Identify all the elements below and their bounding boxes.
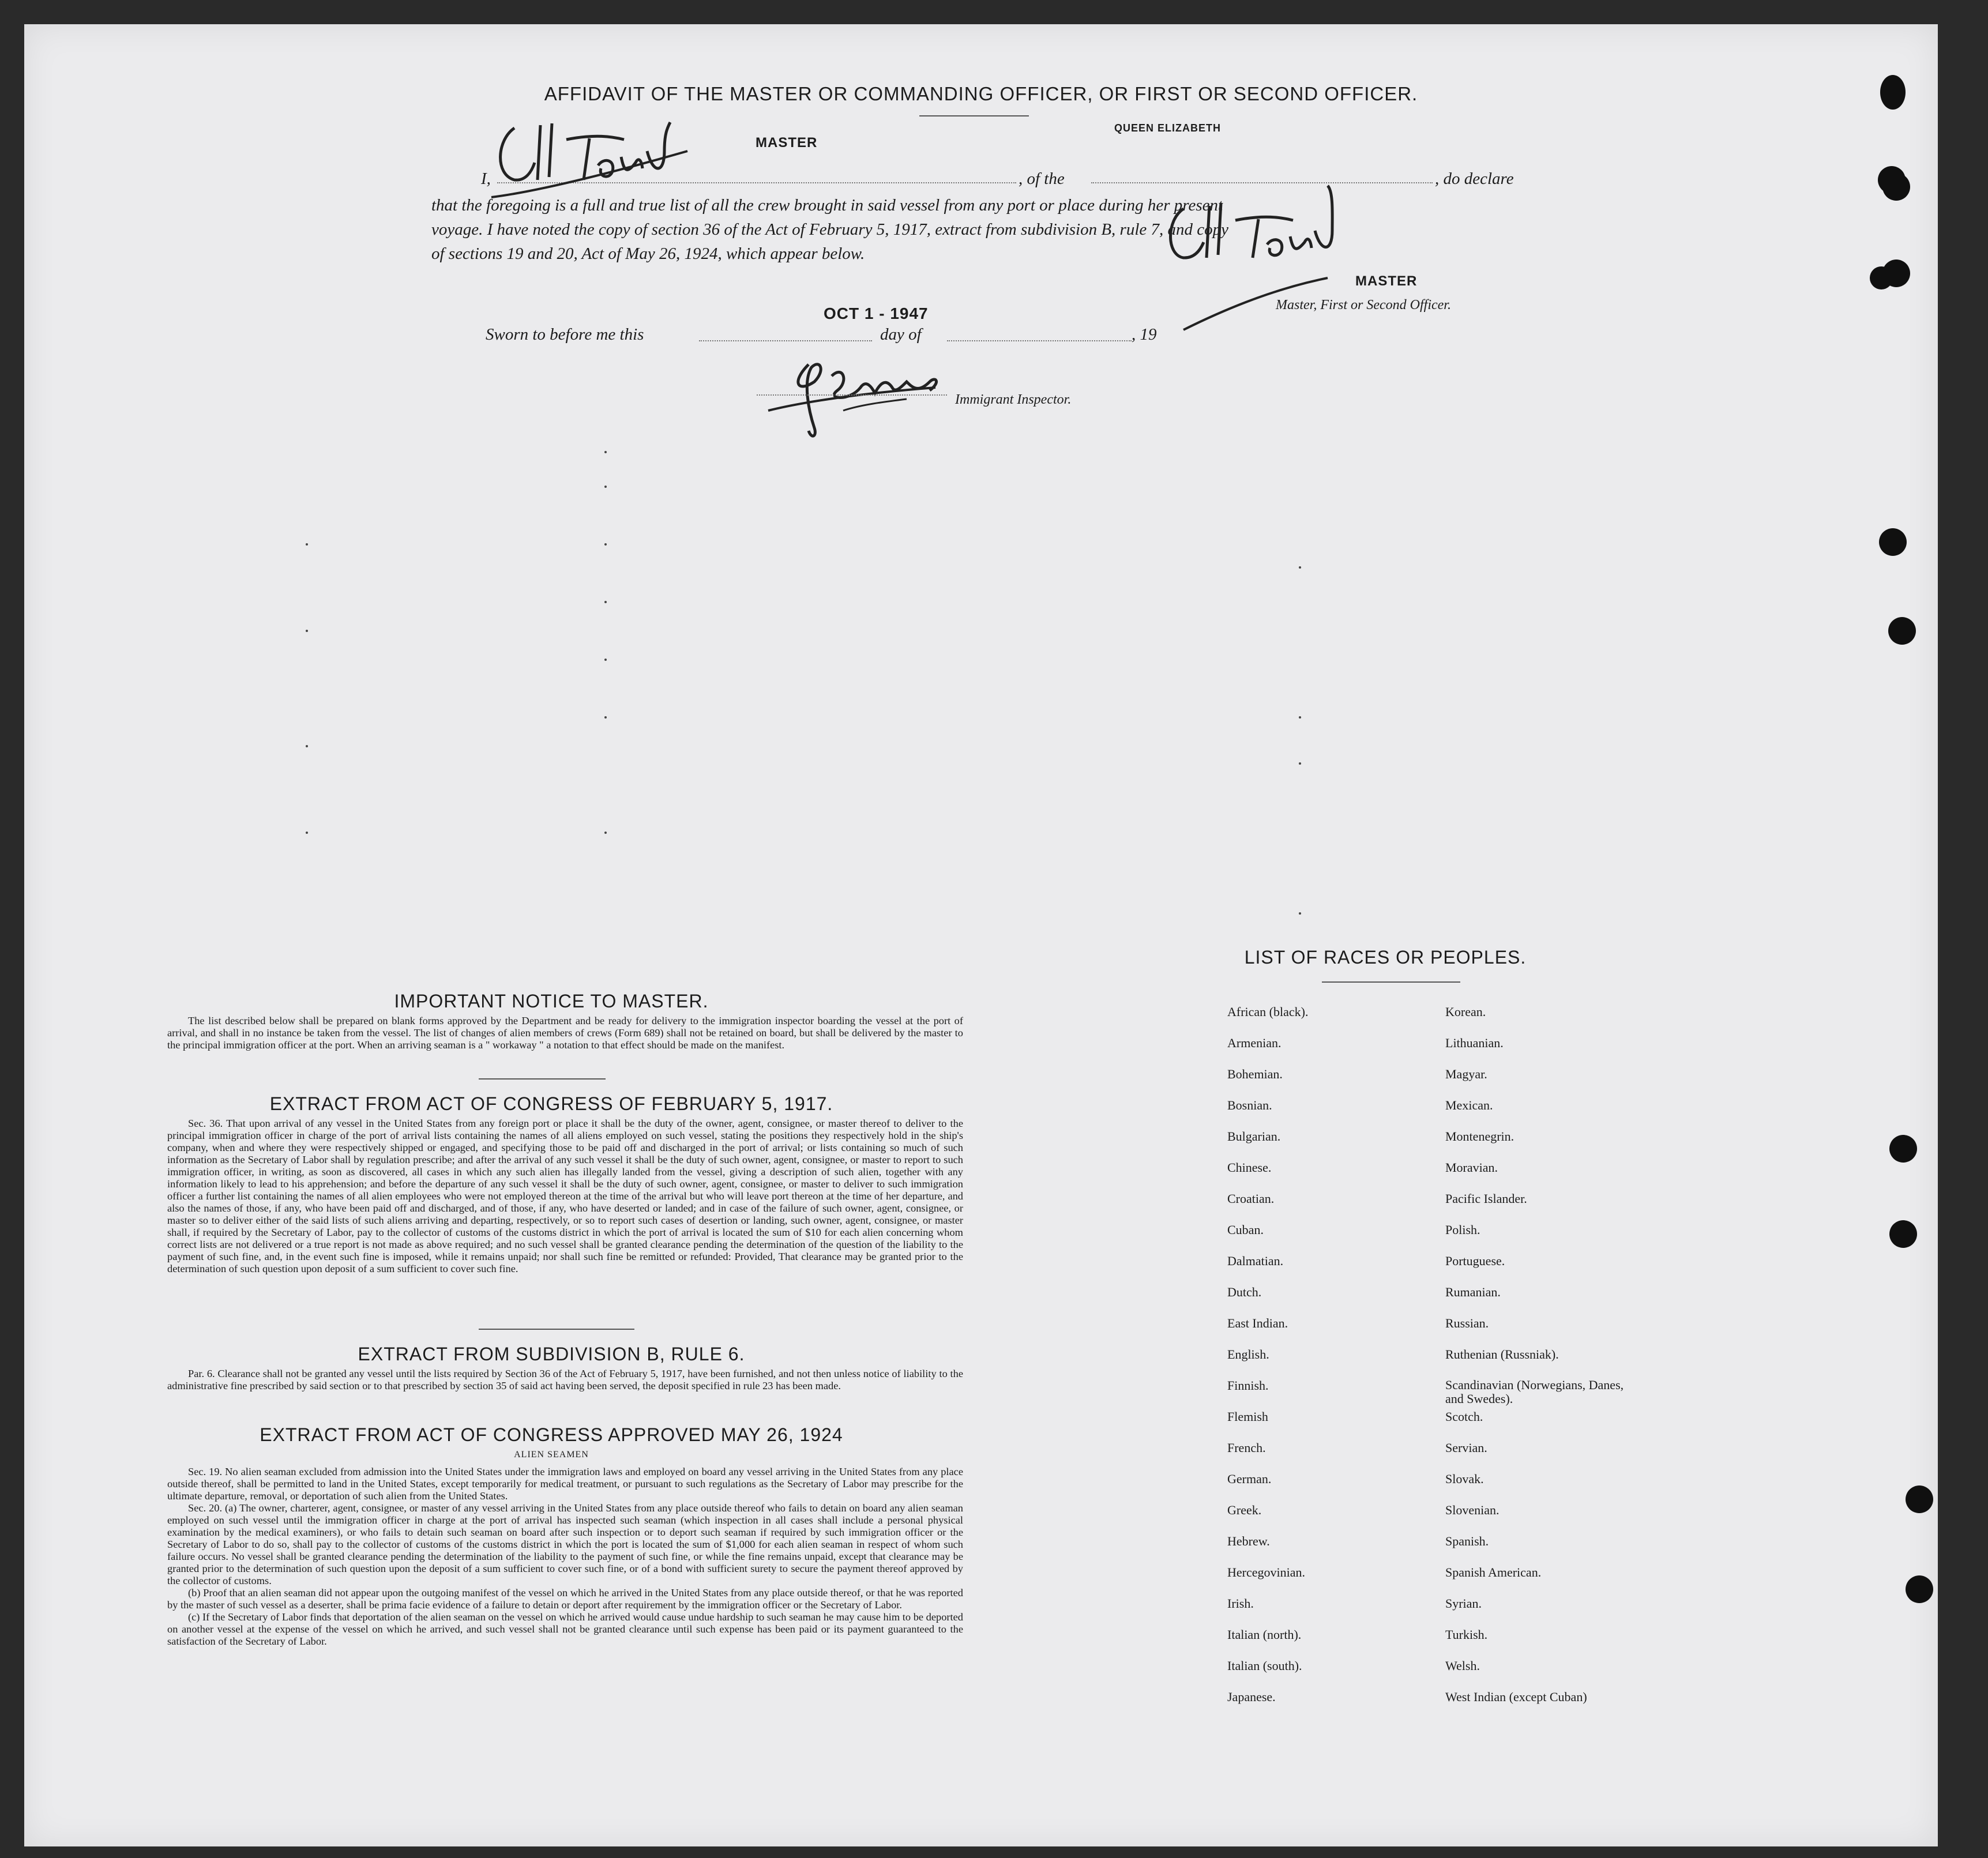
punch-hole — [1906, 1575, 1933, 1603]
speck — [1299, 912, 1301, 915]
officer-caption: Master, First or Second Officer. — [1276, 298, 1451, 313]
race-item: Italian (south). — [1227, 1658, 1302, 1673]
race-item: Bulgarian. — [1227, 1129, 1281, 1144]
race-item: Lithuanian. — [1445, 1036, 1504, 1050]
of-the-text: , of the — [1019, 170, 1065, 188]
race-item: Hercegovinian. — [1227, 1565, 1305, 1579]
notice-body — [167, 1015, 963, 1051]
race-item: Rumanian. — [1445, 1285, 1501, 1299]
race-item: Servian. — [1445, 1440, 1487, 1455]
race-item: Flemish — [1227, 1409, 1268, 1424]
race-item: Moravian. — [1445, 1160, 1498, 1175]
race-item: Dalmatian. — [1227, 1254, 1284, 1268]
date-blank — [699, 340, 872, 341]
race-item: Pacific Islander. — [1445, 1191, 1527, 1206]
race-item: Scandinavian (Norwegians, Danes, and Swedes). — [1445, 1378, 1624, 1406]
race-item: Armenian. — [1227, 1036, 1282, 1050]
race-item: Finnish. — [1227, 1378, 1269, 1393]
speck — [604, 659, 607, 661]
punch-hole — [1906, 1485, 1933, 1513]
race-item: Greek. — [1227, 1503, 1262, 1517]
document-page — [24, 24, 1938, 1846]
punch-hole — [1889, 1220, 1917, 1248]
race-item: Bohemian. — [1227, 1067, 1283, 1081]
race-item: Slovak. — [1445, 1472, 1484, 1486]
race-item: Dutch. — [1227, 1285, 1262, 1299]
divider — [479, 1078, 606, 1080]
race-item: Hebrew. — [1227, 1534, 1270, 1548]
speck — [306, 745, 308, 747]
speck — [604, 486, 607, 488]
race-item: Mexican. — [1445, 1098, 1493, 1112]
race-item: Bosnian. — [1227, 1098, 1272, 1112]
race-item: Welsh. — [1445, 1658, 1480, 1673]
speck — [604, 543, 607, 546]
speck — [306, 832, 308, 834]
races-right-column — [1445, 1005, 1688, 1720]
master-signature-1 — [491, 116, 699, 200]
race-item: West Indian (except Cuban) — [1445, 1690, 1587, 1704]
race-item: English. — [1227, 1347, 1269, 1361]
speck — [604, 601, 607, 603]
speck — [1299, 716, 1301, 719]
race-item: Croatian. — [1227, 1191, 1275, 1206]
race-item: Irish. — [1227, 1596, 1254, 1611]
day-of-text: day of — [880, 325, 922, 344]
race-item: German. — [1227, 1472, 1272, 1486]
punch-hole — [1870, 266, 1893, 289]
year-prefix: , 19 — [1132, 325, 1157, 344]
divider — [1322, 981, 1460, 983]
sec-36-paragraph: Sec. 36. That upon arrival of any vessel in the United States from any foreign port or place it shall be the duty of the owner, agent, consignee, or master thereof to deliver to the principal immigration officer in charge of the port of arrival lists containing the names of all aliens employed on such vessel, stating the positions they respectively hold in the ship's company, when and where they were respectively shipped or engaged, and specifying those to be paid off and discharged in the port of arrival; or lists containing so much of such information as the Secretary of Labor shall by regulation prescribe; and after the arrival of any such vessel it shall be the duty of such owner, agent, consignee, or master to report to such immigration officer, in writing, as soon as discovered, all cases in which any such alien has illegally landed from the vessel, giving a description of such alien, together with any information likely to lead to his apprehension; and before the departure of any such vessel it shall be the duty of such owner, agent, consignee, or master to deliver to such immigration officer a further list containing the names of all alien employees who were not employed thereon at the time of the arrival but who will leave port thereon at the time of her departure, and also the names of those, if any, who have been paid off and discharged, and of those, if any, who have deserted or landed; and in case of the failure of such owner, agent, consignee, or master so to deliver either of the said lists of such aliens arriving and departing, respectively, or so to report such cases of desertion or landing, such owner, agent, consignee, or master shall, if required by the Secretary of Labor, pay to the collector of customs of the customs district in which the port of arrival is located the sum of $10 for each alien concerning whom correct lists are not delivered or a true report is not made as above required; and no such vessel shall be granted clearance pending the determination of the question of the liability to the payment of such fine, and, in the event such fine is imposed, while it remains unpaid; nor shall such fine be remitted or refunded: Provided, That clearance may be granted prior to the determination of such question upon deposit of a sum sufficient to cover such fine. — [167, 1118, 963, 1274]
extract-1924-title: EXTRACT FROM ACT OF CONGRESS APPROVED MAY 26, 1924 — [260, 1424, 843, 1445]
speck — [604, 451, 607, 453]
race-item: Polish. — [1445, 1223, 1480, 1237]
speck — [306, 630, 308, 632]
race-item: Slovenian. — [1445, 1503, 1500, 1517]
inspector-caption: Immigrant Inspector. — [955, 392, 1072, 407]
officer-stamp: MASTER — [1355, 273, 1418, 289]
race-item: African (black). — [1227, 1005, 1309, 1019]
divider — [919, 115, 1029, 116]
speck — [1299, 762, 1301, 765]
extract-1917-title: EXTRACT FROM ACT OF CONGRESS OF FEBRUARY 5, 1917. — [269, 1093, 833, 1114]
sworn-text: Sworn to before me this — [486, 325, 644, 344]
punch-hole — [1889, 1135, 1917, 1163]
race-item: French. — [1227, 1440, 1266, 1455]
race-item: Korean. — [1445, 1005, 1486, 1019]
affidavit-line-3: voyage. I have noted the copy of section 36 of the Act of February 5, 1917, extract from subdivision B, rule 7, and copy — [431, 220, 1229, 239]
race-item: East Indian. — [1227, 1316, 1288, 1330]
race-item: Chinese. — [1227, 1160, 1272, 1175]
speck — [604, 832, 607, 834]
speck — [604, 716, 607, 719]
do-declare-text: , do declare — [1435, 170, 1514, 188]
race-item: Montenegrin. — [1445, 1129, 1515, 1144]
race-item: Russian. — [1445, 1316, 1489, 1330]
punch-hole — [1878, 166, 1906, 194]
rank-stamp: MASTER — [756, 135, 818, 151]
month-blank — [947, 340, 1132, 341]
master-signature-2 — [1160, 197, 1356, 269]
vessel-blank — [1091, 182, 1433, 183]
notice-paragraph: The list described below shall be prepared on blank forms approved by the Department and be ready for delivery to the immigration inspector boarding the vessel at the port of arrival, and shall in no instance be taken from the vessel. The list of changes of alien members of crews (Form 689) shall not be retained on board, but shall be delivered by the master to the principal immigration officer at the port. When an arriving seaman is a " workaway " a notation to that effect should be made on the manifest. — [167, 1015, 963, 1051]
affidavit-intro: I, — [481, 170, 491, 188]
affidavit-title: AFFIDAVIT OF THE MASTER OR COMMANDING OFFICER, OR FIRST OR SECOND OFFICER. — [544, 83, 1418, 104]
affidavit-line-4: of sections 19 and 20, Act of May 26, 1924, which appear below. — [431, 245, 865, 263]
race-item: Scotch. — [1445, 1409, 1483, 1424]
race-item: Ruthenian (Russniak). — [1445, 1347, 1559, 1361]
sec-20b-paragraph: (b) Proof that an alien seaman did not appear upon the outgoing manifest of the vessel on which he arrived in the United States from any place outside thereof, or that he was reported by the master of such vessel as a deserter, shall be prima facie evidence of a failure to detain or deport after requirement by the immigration officer or the Secretary of Labor. — [167, 1587, 963, 1611]
speck — [306, 543, 308, 546]
extract-1924-body — [167, 1466, 963, 1648]
speck — [1299, 566, 1301, 569]
par-6-paragraph: Par. 6. Clearance shall not be granted any vessel until the lists required by Section 36 of the Act of February 5, 1917, have been furnished, and not then unless notice of liability to the administrative fine prescribed by said section or to that prescribed by section 35 of said act having been served, the deposit specified in rule 23 has been made. — [167, 1368, 963, 1391]
vessel-stamp: QUEEN ELIZABETH — [1114, 122, 1222, 134]
inspector-blank — [757, 394, 947, 396]
extract-rule6-body — [167, 1368, 963, 1392]
race-item: Spanish. — [1445, 1534, 1489, 1548]
extract-1917-body — [167, 1118, 963, 1275]
divider — [479, 1329, 634, 1330]
extract-rule6-title: EXTRACT FROM SUBDIVISION B, RULE 6. — [358, 1344, 745, 1364]
race-item: Syrian. — [1445, 1596, 1482, 1611]
race-item: Cuban. — [1227, 1223, 1264, 1237]
sec-20a-paragraph: Sec. 20. (a) The owner, charterer, agent, consignee, or master of any vessel arriving in the United States from any place outside thereof who fails to detain on board any alien seaman employed on such vessel until the immigration officer in charge at the port of arrival has inspected such seaman (which inspection in all cases shall include a personal physical examination by the medical examiners), or who fails to detain such seaman on board after such inspection or to deport such seaman if required by such immigration officer or the Secretary of Labor to do so, shall pay to the collector of customs of the customs district in which the port is located the sum of $1,000 for each alien seaman in respect of whom such failure occurs. No vessel shall be granted clearance pending the determination of the liability to the payment of such fine, or while the fine remains unpaid, except that clearance may be granted prior to the determination of such question upon the deposit of a sum sufficient to cover such fine, or of a bond with sufficient surety to secure the payment thereof approved by the collector of customs. — [167, 1502, 963, 1586]
race-item: Spanish American. — [1445, 1565, 1542, 1579]
affidavit-line-2: that the foregoing is a full and true list of all the crew brought in said vessel from any port or place during her present — [431, 196, 1223, 215]
race-item: Portuguese. — [1445, 1254, 1505, 1268]
sec-20c-paragraph: (c) If the Secretary of Labor finds that deportation of the alien seaman on the vessel on which he arrived would cause undue hardship to such seaman he may cause him to be deported on another vessel at the expense of the vessel on which he arrived, and such vessel shall not be granted clearance until such expense has been paid or its payment guaranteed to the satisfaction of the Secretary of Labor. — [167, 1611, 963, 1647]
race-item: Italian (north). — [1227, 1627, 1302, 1642]
punch-hole — [1888, 617, 1916, 645]
race-item: Turkish. — [1445, 1627, 1488, 1642]
races-title: LIST OF RACES OR PEOPLES. — [1244, 947, 1527, 968]
date-stamp: OCT 1 - 1947 — [824, 304, 929, 322]
race-item: Japanese. — [1227, 1690, 1276, 1704]
extract-1924-subtitle: ALIEN SEAMEN — [514, 1450, 589, 1460]
punch-hole — [1879, 528, 1907, 556]
race-item: Magyar. — [1445, 1067, 1487, 1081]
sec-19-paragraph: Sec. 19. No alien seaman excluded from admission into the United States under the immigration laws and employed on board any vessel arriving in the United States from any place outside thereof, shall be permitted to land in the United States, except temporarily for medical treatment, or pursuant to such regulations as the Secretary of Labor may prescribe for the ultimate departure, removal, or deportation of such alien from the United States. — [167, 1466, 963, 1502]
notice-title: IMPORTANT NOTICE TO MASTER. — [394, 991, 709, 1011]
races-left-column — [1227, 1005, 1435, 1720]
punch-hole — [1880, 75, 1906, 110]
